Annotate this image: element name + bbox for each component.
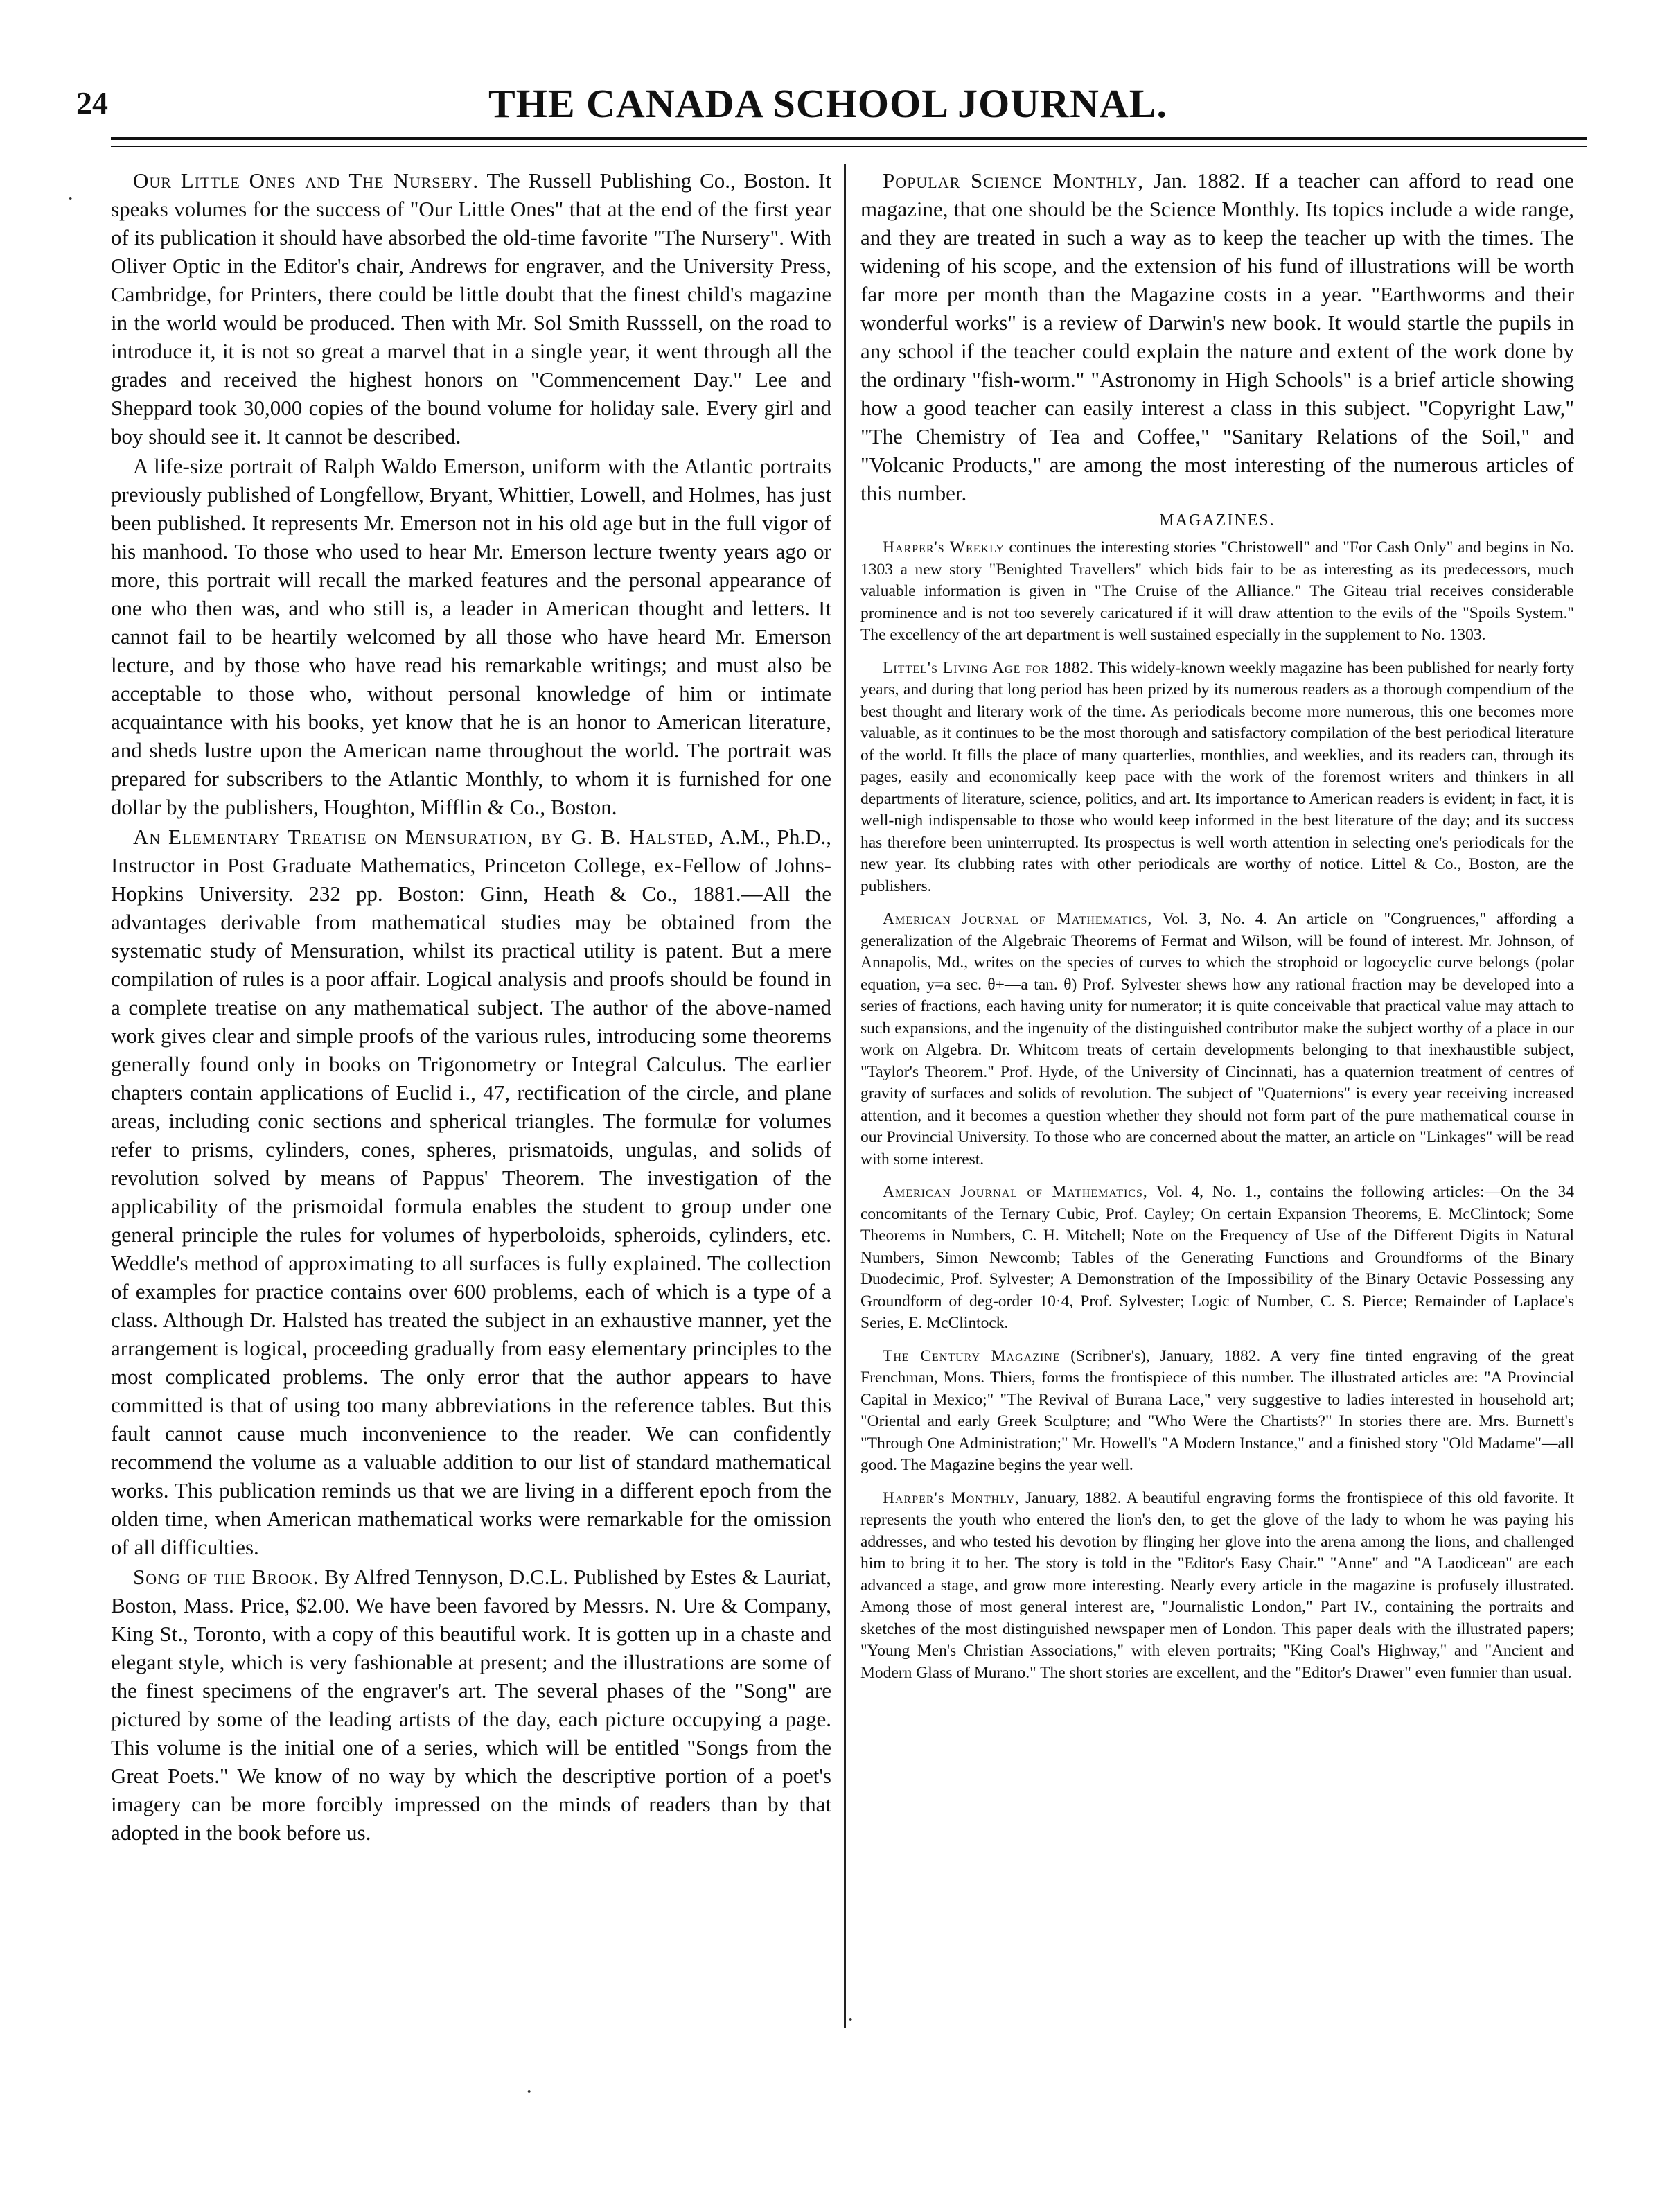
review-our-little-ones — [111, 166, 831, 450]
magazine-item — [860, 537, 1574, 647]
magazine-body: January, 1882. A beautiful engraving forms the frontispiece of this old favorite. It represents the youth who entered the lion's den, to get the glove of the lady to whom he was paying his addresses, and who tested his devotion by flinging her glove into the arena among the lions, and challenged him to bring it to her. The story is told in the "Editor's Easy Chair." "Anne" and "A Laodicean" are each advanced a stage, and grow more interesting. Nearly every article in the magazine is profusely illustrated. Among those of most general interest are, "Journalistic London," Part IV., containing the portraits and sketches of the most distinguished newspaper men of London. This paper deals with the illustrated papers; "Young Men's Christian Associations," with eleven portraits; "King Coal's Highway," and "Ancient and Modern Glass of Murano." The short stories are excellent, and the "Editor's Drawer" even funnier than usual. — [860, 1489, 1575, 1682]
section-heading-magazines: MAGAZINES. — [1159, 511, 1275, 529]
print-speck: · — [525, 2079, 533, 2105]
journal-title: THE CANADA SCHOOL JOURNAL. — [488, 81, 1167, 126]
magazine-body: (Scribner's), January, 1882. A very fine tinted engraving of the great Frenchman, Mons. Thiers, forms the frontispiece of this number. The illustrated articles are: "A Provincial Capital in Mexico;" "The Revival of Burana Lace," very suggestive to ladies interested in household art; "Oriental and early Greek Sculpture; and "Who Were the Chartists?" In stories there are. Mrs. Burnett's "Through One Administration;" Mr. Howell's "A Modern Instance," and a finished story "Old Madame"—all good. The Magazine begins the year well. — [860, 1346, 1574, 1474]
magazine-body: This widely-known weekly magazine has been published for nearly forty years, and during that long period has been prized by its numerous readers as a thorough compendium of the best thought and literary work of the time. As periodicals become more numerous, this one becomes more valuable, as it continues to be the most thorough and satisfactory compilation of the best periodical literature of the world. It fills the place of many quarterlies, monthlies, and weeklies, and its readers can, through its pages, easily and economically keep pace with the work of the foremost writers and thinkers in all departments of literature, science, politics, and art. Its importance to American readers is evident; in fact, it is well-nigh indispensable to those who would keep informed in the best literature of the day; and its success has therefore been uninterrupted. Its prospectus is well worth attention in selecting one's periodicals for the new year. Its clubbing rates with other periodicals are worthy of notice. Littel & Co., Boston, are the publishers. — [860, 658, 1574, 895]
review-lead: An Elementary Treatise on Mensuration, by G. B. Halsted, — [133, 825, 714, 849]
review-body: A.M., Ph.D., Instructor in Post Graduate Mathematics, Princeton College, ex-Fellow of Johns-Hopkins University. 232 pp. Boston: Ginn, Heath & Co., 1881.—All the advantages derivable from mathematical studies may be obtained from the systematic study of Mensuration, whilst its practical utility is patent. But a mere compilation of rules is a poor affair. Logical analysis and proofs should be found in a complete treatise on any mathematical subject. The author of the above-named work gives clear and simple proofs of the various rules, introducing some theorems generally found only in books on Trigonometry or Integral Calculus. The earlier chapters contain applications of Euclid i., 47, rectification of the circle, and plane areas, including conic sections and spherical triangles. The formulæ for volumes refer to prisms, cylinders, cones, spheres, prismatoids, ungulas, and solids of revolution solved by means of Pappus' Theorem. The investigation of the applicability of the prismoidal formula enables the student to group under one general principle the rules for volumes of hyperboloids, spheroids, cylinders, etc. Weddle's method of approximating to all surfaces is fully explained. The collection of examples for practice contains over 600 problems, each of which is a type of a class. Although Dr. Halsted has treated the subject in an exhaustive manner, yet the arrangement is logical, proceeding gradually from easy elementary principles to the most complicated problems. The only error that the author appears to have committed is that of using too many abbreviations in the reference tables. But this fault cannot cause much inconvenience to the reader. We can confidently recommend the volume as a valuable addition to our list of standard mathematical works. This publication reminds us that we are living in a different epoch from the olden time, when American mathematical works were remarkable for the omission of all difficulties. — [111, 825, 831, 1559]
page-number: 24 — [76, 85, 108, 121]
print-speck: · — [847, 2007, 855, 2033]
header-rule-top — [111, 137, 1587, 140]
header-rule-bottom — [111, 146, 1587, 147]
magazine-item — [860, 1346, 1574, 1477]
review-song-of-the-brook — [111, 1563, 831, 1847]
magazine-lead: The Century Magazine — [883, 1346, 1061, 1365]
review-body: A life-size portrait of Ralph Waldo Emerson, uniform with the Atlantic portraits previously published of Longfellow, Bryant, Whittier, Lowell, and Holmes, has just been published. It represents Mr. Emerson not in his old age but in the full vigor of his manhood. To those who used to hear Mr. Emerson lecture twenty years ago or more, this portrait will recall the marked features and the personal appearance of one who then was, and who still is, a leader in American thought and letters. It cannot fail to be heartily welcomed by all those who have heard Mr. Emerson lecture, and by those who have read his remarkable writings; and must also be acceptable to those who, without personal knowledge of him or intimate acquaintance with his books, yet know that he is an honor to American literature, and sheds lustre upon the American name throughout the world. The portrait was prepared for subscribers to the Atlantic Monthly, to whom it is furnished for one dollar by the publishers, Houghton, Mifflin & Co., Boston. — [111, 454, 831, 819]
magazine-body: Vol. 3, No. 4. An article on "Congruences," affording a generalization of the Algebraic Theorems of Fermat and Wilson, will be found of interest. Mr. Johnson, of Annapolis, Md., writes on the species of curves to which the strophoid or logocyclic curve belongs (polar equation, y=a sec. θ+—a tan. θ) Prof. Sylvester shews how any rational fraction may be developed into a series of fractions, each having unity for numerator; it is quite conceivable that practical value may attach to such expansions, and the ingenuity of the distinguished contributor make the subject worthy of a place in our work on Algebra. Dr. Whitcom treats of certain developments belonging to that inexhaustible subject, "Taylor's Theorem." Prof. Hyde, of the University of Cincinnati, has a quaternion treatment of centres of gravity of surfaces and solids of revolution. The subject of "Quaternions" is every year receiving increased attention, and it becomes a question whether they should not form part of the pure mathematical course in our Provincial University. To those who are concerned about the matter, an article on "Linkages" will be read with some interest. — [860, 910, 1574, 1168]
left-column — [111, 166, 831, 1848]
magazine-item — [860, 1182, 1574, 1335]
magazine-lead: Littel's Living Age for 1882. — [883, 658, 1095, 677]
review-lead: Popular Science Monthly, — [883, 168, 1145, 193]
magazine-body: continues the interesting stories "Christowell" and "For Cash Only" and begins in No. 1303 a new story "Benighted Travellers" which bids fair to be as interesting as its predecessors, much valuable information is given in "The Cruise of the Alliance." The Giteau trial receives considerable prominence and is not too severely caricatured if it will draw attention to the evils of the "Spoils System." The excellency of the art department is well sustained especially in the supplement to No. 1303. — [860, 538, 1574, 644]
magazine-lead: American Journal of Mathematics, — [883, 910, 1153, 928]
right-column — [860, 166, 1574, 1695]
review-emerson-portrait — [111, 452, 831, 821]
review-lead: Our Little Ones and The Nursery. — [133, 168, 479, 193]
review-popular-science — [860, 166, 1574, 507]
magazine-item — [860, 909, 1574, 1170]
print-speck: · — [67, 186, 75, 211]
magazine-lead: American Journal of Mathematics, — [883, 1183, 1148, 1201]
column-divider — [844, 164, 846, 2028]
review-body: By Alfred Tennyson, D.C.L. Published by Estes & Lauriat, Boston, Mass. Price, $2.00. We have been favored by Messrs. N. Ure & Company, King St., Toronto, with a copy of this beautiful work. It is gotten up in a chaste and elegant style, which is very fashionable at present; and the illustrations are some of the finest specimens of the engraver's art. The several phases of the "Song" are pictured by some of the leading artists of the day, each picture occupying a page. This volume is the initial one of a series, which will be entitled "Songs from the Great Poets." We know of no way by which the descriptive portion of a poet's imagery can be more forcibly impressed on the minds of readers than by that adopted in the book before us. — [111, 1565, 831, 1845]
review-body: Jan. 1882. If a teacher can afford to read one magazine, that one should be the Science Monthly. Its topics include a wide range, and they are treated in such a way as to keep the teacher up with the times. The widening of his scope, and the extension of his fund of illustrations will be worth far more per month than the Magazine costs in a year. "Earthworms and their wonderful works" is a review of Darwin's new book. It would startle the pupils in any school if the teacher could explain the nature and extent of the work done by the ordinary "fish-worm." "Astronomy in High Schools" is a brief article showing how a good teacher can easily interest a class in this subject. "Copyright Law," "The Chemistry of Tea and Coffee," "Sanitary Relations of the Soil," and "Volcanic Products," are among the most interesting of the numerous articles of this number. — [860, 168, 1574, 505]
magazine-item — [860, 1488, 1574, 1685]
review-body: The Russell Publishing Co., Boston. It speaks volumes for the success of "Our Little Ones" that at the end of the first year of its publication it should have absorbed the old-time favorite "The Nursery". With Oliver Optic in the Editor's chair, Andrews for engraver, and the University Press, Cambridge, for Printers, there could be little doubt that the finest child's magazine in the world would be produced. Then with Mr. Sol Smith Russsell, on the road to introduce it, it is not so great a marvel that in a single year, it went through all the grades and received the highest honors on "Commencement Day." Lee and Sheppard took 30,000 copies of the bound volume for holiday sale. Every girl and boy should see it. It cannot be described. — [111, 168, 831, 448]
magazine-body: Vol. 4, No. 1., contains the following articles:—On the 34 concomitants of the Ternary Cubic, Prof. Cayley; On certain Expansion Theorems, E. McClintock; Some Theorems in Numbers, C. H. Mitchell; Note on the Frequency of Use of the Different Digits in Natural Numbers, Simon Newcomb; Tables of the Generating Functions and Groundforms of the Binary Duodecimic, Prof. Sylvester; A Demonstration of the Impossibility of the Binary Octavic Possessing any Groundform of deg-order 10·4, Prof. Sylvester; Logic of Number, C. S. Pierce; Remainder of Laplace's Series, E. McClintock. — [860, 1183, 1574, 1332]
magazine-lead: Harper's Weekly — [883, 538, 1005, 556]
review-mensuration — [111, 823, 831, 1561]
magazine-item — [860, 658, 1574, 898]
page-header — [76, 76, 1580, 132]
magazine-lead: Harper's Monthly, — [883, 1489, 1020, 1507]
review-lead: Song of the Brook. — [133, 1565, 319, 1589]
